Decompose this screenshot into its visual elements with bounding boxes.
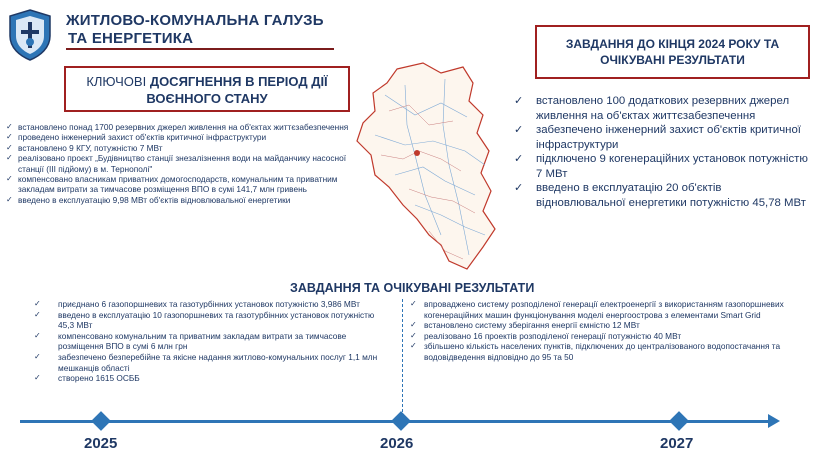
achievements-list [6, 122, 356, 205]
list-item-text: впроваджено систему розподіленої генерації електроенергії з використанням газопоршневих когенераційних машин функціонування моделі енергоострова з елементами Smart Grid [424, 299, 784, 320]
list-item [6, 122, 356, 132]
check-icon: ✓ [6, 122, 13, 131]
check-icon: ✓ [514, 124, 524, 136]
check-icon: ✓ [6, 174, 13, 184]
list-item [410, 331, 808, 342]
list-item [6, 195, 356, 205]
timeline-arrow-icon [768, 414, 780, 428]
list-item-text: встановлено понад 1700 резервних джерел живлення на об'єктах життєзабезпечення [18, 122, 349, 132]
title-underline [66, 48, 334, 50]
list-item [410, 320, 808, 331]
timeline-marker-2026 [391, 411, 411, 431]
list-item [510, 181, 810, 210]
check-icon: ✓ [410, 320, 417, 330]
list-item-text: компенсовано власникам приватних домогосподарств, комунальним та приватним закладам витрати за тимчасове розміщення ВПО в сумі 141,7 млн гривень [18, 174, 338, 195]
list-item-text: введено в експлуатацію 9,98 МВт об'єктів відновлювальної енергетики [18, 194, 291, 205]
list-item [34, 310, 379, 331]
tasks-2024-heading-line1: ЗАВДАННЯ ДО КІНЦЯ 2024 РОКУ ТА [565, 37, 780, 51]
check-icon: ✓ [6, 132, 13, 142]
list-item-text: встановлено 9 КГУ, потужністю 7 МВт [18, 142, 163, 153]
tasks-2024-heading-line2: ОЧІКУВАНІ РЕЗУЛЬТАТИ [600, 53, 745, 67]
page-title-line1: ЖИТЛОВО-КОМУНАЛЬНА ГАЛУЗЬ [66, 12, 324, 29]
list-item [6, 143, 356, 153]
list-item [510, 123, 810, 152]
list-item-text: встановлено 100 додаткових резервних джерел живлення на об'єктах життєзабезпечення [536, 95, 790, 122]
check-icon: ✓ [514, 95, 524, 107]
check-icon: ✓ [34, 351, 41, 361]
page-title [66, 12, 324, 48]
list-item-text: створено 1615 ОСББ [58, 373, 140, 384]
tasks-2024-heading-box [535, 25, 810, 79]
timeline-year-2027: 2027 [660, 435, 694, 452]
list-item [34, 373, 379, 384]
achievements-heading-box [64, 66, 350, 112]
timeline-year-2026: 2026 [380, 435, 414, 452]
achievements-heading-bold2: ВОЄННОГО СТАНУ [146, 91, 268, 106]
list-item [410, 341, 808, 362]
check-icon: ✓ [34, 309, 41, 319]
list-item [410, 299, 808, 320]
check-icon: ✓ [6, 194, 13, 204]
list-item [6, 153, 356, 174]
check-icon: ✓ [34, 299, 41, 308]
achievements-heading-bold1: ДОСЯГНЕННЯ В ПЕРІОД ДІЇ [149, 74, 328, 89]
list-item [6, 132, 356, 142]
tasks-section-title: ЗАВДАННЯ ТА ОЧІКУВАНІ РЕЗУЛЬТАТИ [290, 281, 535, 295]
check-icon: ✓ [6, 153, 13, 163]
timeline-marker-2025 [91, 411, 111, 431]
list-item [510, 94, 810, 123]
list-item-text: підключено 9 когенераційних установок потужністю 7 МВт [536, 153, 808, 180]
check-icon: ✓ [410, 299, 417, 308]
list-item-text: забезпечено інженерний захист об'єктів критичної інфраструктури [536, 124, 801, 151]
coat-of-arms-icon [6, 8, 54, 62]
check-icon: ✓ [34, 373, 41, 383]
list-item-text: компенсовано комунальним та приватним закладам витрати за тимчасове розміщення ВПО в сумі 6 млн грн [58, 330, 347, 352]
list-item [6, 174, 356, 195]
list-item-text: забезпечено безперебійне та якісне надання житлово-комунальних послуг 1,1 млн мешканців області [58, 351, 378, 373]
check-icon: ✓ [34, 330, 41, 340]
achievements-heading-thin: КЛЮЧОВІ [86, 74, 150, 89]
list-item-text: проведено інженерний захист об'єктів критичної інфраструктури [18, 132, 267, 143]
list-item-text: збільшено кількість населених пунктів, підключених до централізованого водопостачання та водовідведення відповідно до 95 та 50 [424, 341, 781, 362]
list-item-text: приєднано 6 газопоршневих та газотурбінних установок потужністю 3,986 МВт [58, 299, 360, 309]
check-icon: ✓ [410, 330, 417, 340]
region-map [345, 55, 513, 280]
period-2025-2026-list [34, 299, 379, 384]
check-icon: ✓ [410, 341, 417, 351]
tasks-2024-list [510, 94, 810, 210]
list-item [34, 331, 379, 352]
check-icon: ✓ [514, 153, 524, 165]
timeline-marker-2027 [669, 411, 689, 431]
list-item-text: введено в експлуатацію 10 газопоршневих та газотурбінних установок потужністю 45,3 МВт [58, 309, 375, 331]
list-item-text: встановлено систему зберігання енергії ємністю 12 МВт [424, 320, 640, 331]
timeline-year-2025: 2025 [84, 435, 118, 452]
list-item [34, 352, 379, 373]
list-item [510, 152, 810, 181]
list-item-text: реалізовано проєкт „Будівництво станції знезалізнення води на майданчику насосної станції (ІІІ підйому) в м. Тернополі" [18, 153, 347, 174]
check-icon: ✓ [6, 142, 13, 152]
period-2026-2027-list [410, 299, 808, 363]
list-item-text: введено в експлуатацію 20 об'єктів відновлювальної енергетики потужністю 45,78 МВт [536, 182, 806, 209]
list-item [34, 299, 379, 310]
period-divider [402, 299, 403, 417]
check-icon: ✓ [514, 182, 524, 194]
page-title-line2: ТА ЕНЕРГЕТИКА [68, 30, 194, 47]
list-item-text: реалізовано 16 проектів розподіленої генерації потужністю 40 МВт [424, 330, 682, 341]
